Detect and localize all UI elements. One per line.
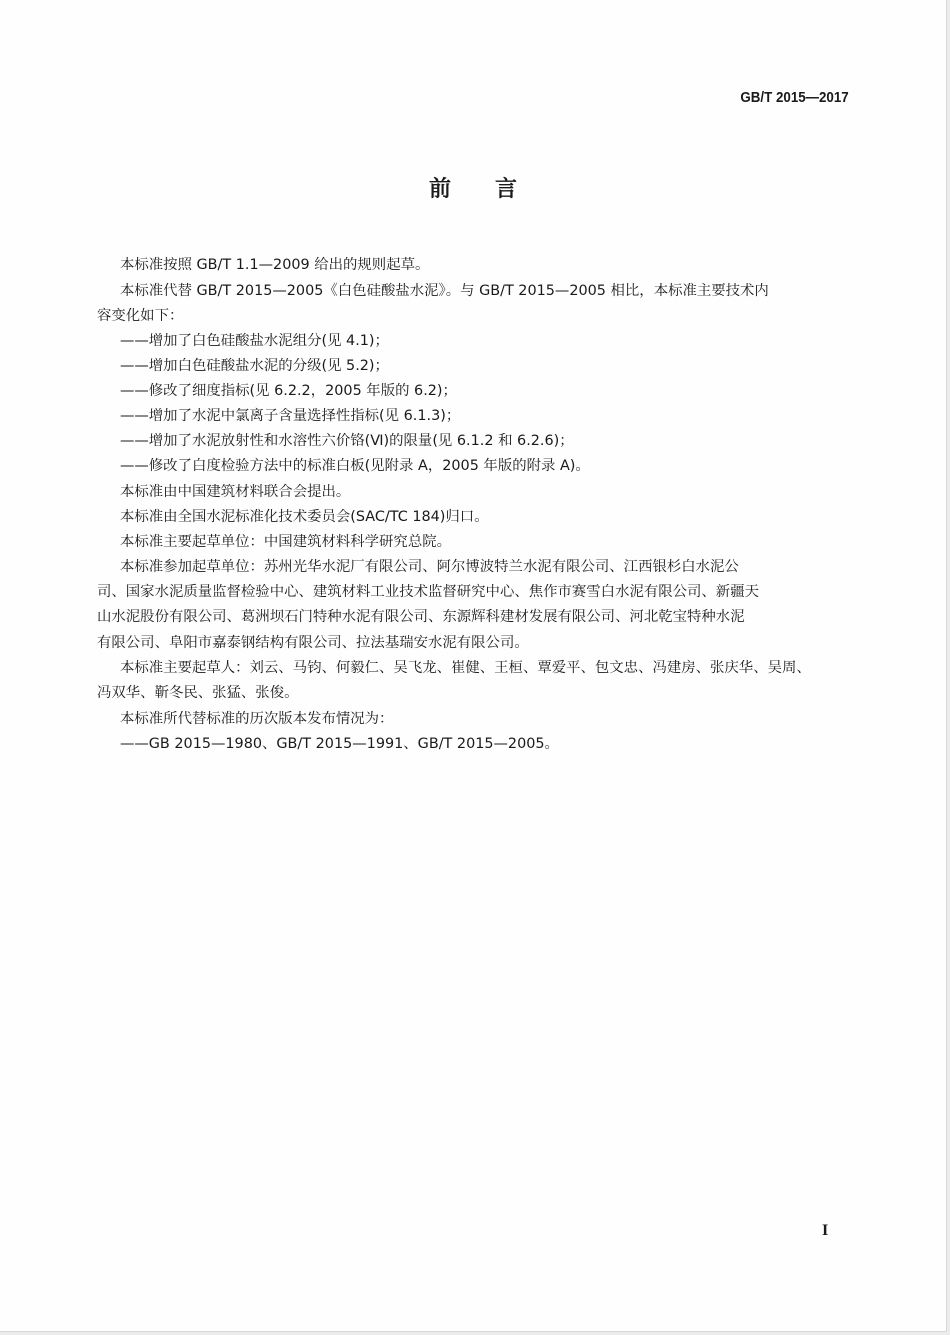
change-item: ——修改了细度指标(见 6.2.2，2005 年版的 6.2)； <box>120 383 457 399</box>
paragraph-under-jurisdiction: 本标准由全国水泥标准化技术委员会(SAC/TC 184)归口。 <box>120 509 489 525</box>
change-item: ——增加了水泥中氯离子含量选择性指标(见 6.1.3)； <box>120 408 461 424</box>
paragraph-version-history-intro: 本标准所代替标准的历次版本发布情况为： <box>120 711 394 727</box>
paragraph-main-drafting-unit: 本标准主要起草单位：中国建筑材料科学研究总院。 <box>120 534 451 550</box>
standard-code: GB/T 2015—2017 <box>740 90 849 106</box>
change-item: ——增加了白色硅酸盐水泥组分(见 4.1)； <box>120 333 389 349</box>
paragraph-proposed-by: 本标准由中国建筑材料联合会提出。 <box>120 484 351 500</box>
version-history-item: ——GB 2015—1980、GB/T 2015—1991、GB/T 2015—2005。 <box>120 736 559 752</box>
paragraph-drafters-line-1: 本标准主要起草人：刘云、马钧、何毅仁、吴飞龙、崔健、王桓、覃爱平、包文忠、冯建房、张庆华、吴周、 <box>120 660 811 676</box>
paragraph-participating-units-line-1: 本标准参加起草单位：苏州光华水泥厂有限公司、阿尔博波特兰水泥有限公司、江西银杉白水泥公 <box>120 559 739 575</box>
change-item: ——增加了水泥放射性和水溶性六价铬(Ⅵ)的限量(见 6.1.2 和 6.2.6)； <box>120 433 574 449</box>
paragraph-drafters-line-2: 冯双华、靳冬民、张猛、张俊。 <box>97 685 299 701</box>
title-char-1: 前 <box>428 177 451 202</box>
paragraph-replaces-line-2: 容变化如下： <box>97 308 184 324</box>
paragraph-replaces-line-1: 本标准代替 GB/T 2015—2005《白色硅酸盐水泥》。与 GB/T 2015—2005 相比，本标准主要技术内 <box>120 283 769 299</box>
paragraph-drafting-rules: 本标准按照 GB/T 1.1—2009 给出的规则起草。 <box>120 257 430 273</box>
page-title <box>0 172 946 203</box>
title-char-2: 言 <box>495 177 518 202</box>
paragraph-participating-units-line-3: 山水泥股份有限公司、葛洲坝石门特种水泥有限公司、东源辉科建材发展有限公司、河北乾宝特种水泥 <box>97 609 745 625</box>
page-number: I <box>822 1222 829 1239</box>
paragraph-participating-units-line-2: 司、国家水泥质量监督检验中心、建筑材料工业技术监督研究中心、焦作市赛雪白水泥有限公司、新疆天 <box>97 584 759 600</box>
change-item: ——修改了白度检验方法中的标准白板(见附录 A，2005 年版的附录 A)。 <box>120 458 590 474</box>
change-item: ——增加白色硅酸盐水泥的分级(见 5.2)； <box>120 358 389 374</box>
paragraph-participating-units-line-4: 有限公司、阜阳市嘉泰钢结构有限公司、拉法基瑞安水泥有限公司。 <box>97 635 529 651</box>
